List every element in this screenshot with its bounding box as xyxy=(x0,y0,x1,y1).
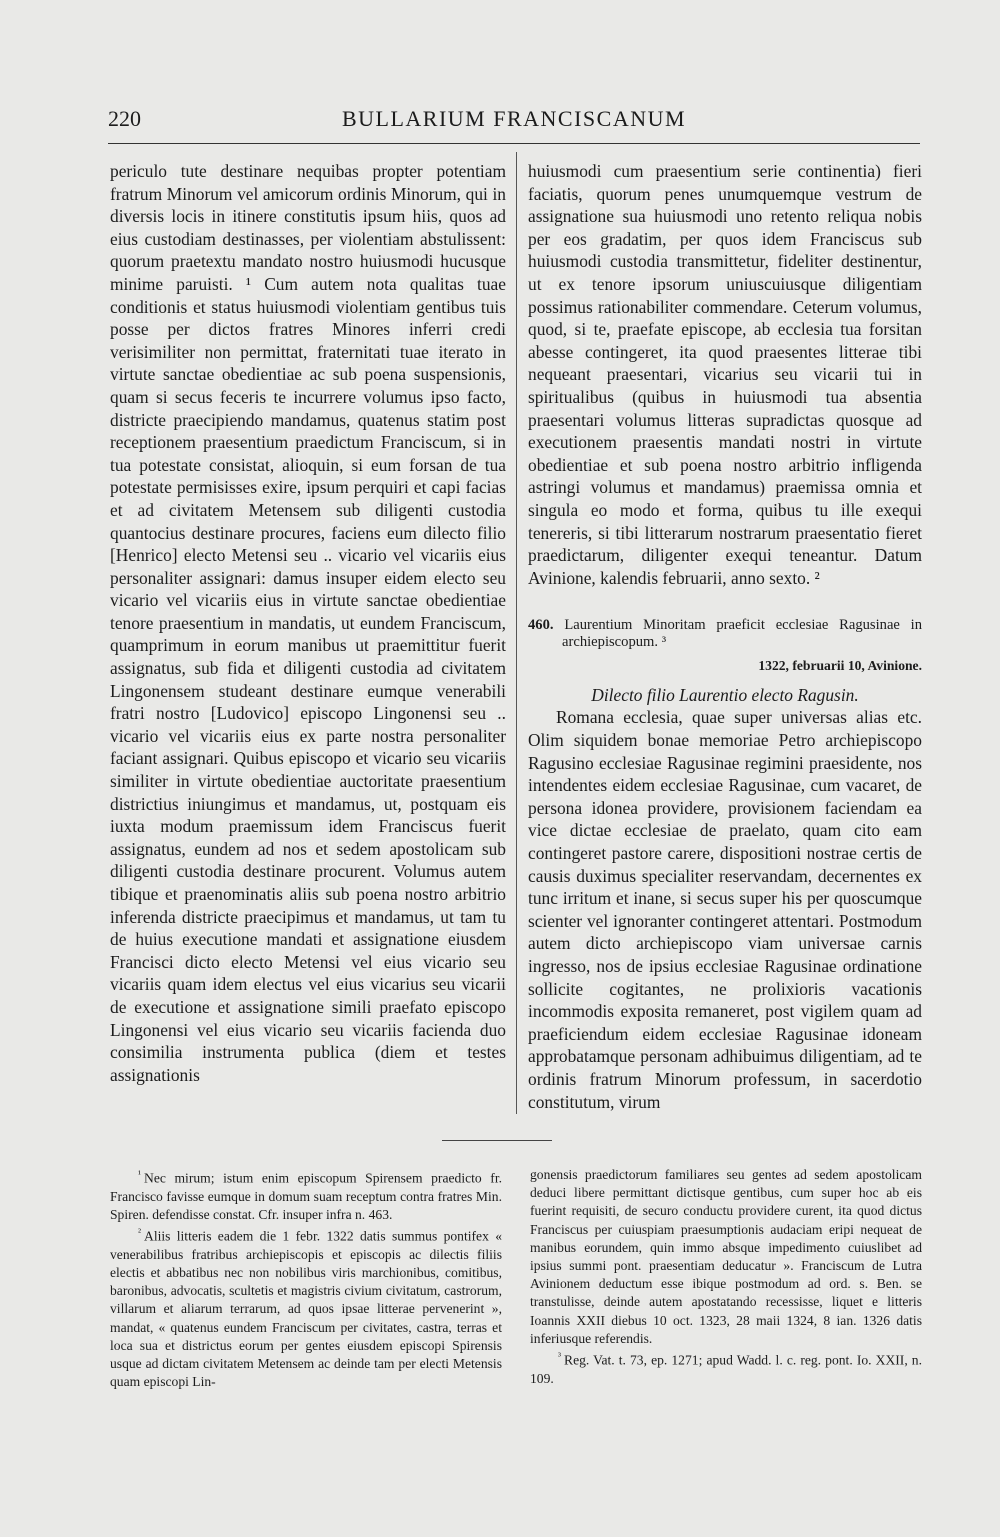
footnote-mark: ³ xyxy=(558,1351,561,1363)
right-column xyxy=(528,160,922,1113)
entry-body: Romana ecclesia, quae super universas alias etc. Olim siquidem bonae memoriae Petro archiepiscopo Ragusino ecclesiae Ragusinae regimini praesidente, nos intendentes eidem ecclesiae Ragusinae, cum vacaret, de persona idonea providere, provisionem faciendam ea vice dictae ecclesiae de praelato, quam cito eam contingeret pastore carere, dispositioni nostrae certis de causis duximus specialiter reservandam, decernentes ex tunc irritum et inane, si secus super his per quoscumque scienter vel ignoranter contingeret attentari. Postmodum autem dicto archiepiscopo viam universae carnis ingresso, nos de ipsius ecclesiae Ragusinae ordinatione sollicite cogitantes, ne prolixioris vacationis incommodis exposita remaneret, post vigilem quam ad praeficiendum eidem ecclesiae Ragusinae idoneam approbatamque personam adhibuimus diligentiam, ad te ordinis fratrum Minorum professum, in sacerdotio constitutum, virum xyxy=(528,707,922,1112)
footnote-1 xyxy=(110,1166,502,1224)
entry-date: 1322, februarii 10, Avinione. xyxy=(758,658,922,674)
footnotes-left xyxy=(110,1166,502,1392)
column-divider xyxy=(516,152,517,1114)
left-column xyxy=(110,160,506,1086)
entry-addressee: Dilecto filio Laurentio electo Ragusin. xyxy=(591,684,859,705)
footnote-text: Reg. Vat. t. 73, ep. 1271; apud Wadd. l. c. reg. pont. Io. XXII, n. 109. xyxy=(530,1352,922,1386)
entry-number: 460. xyxy=(528,617,554,634)
page-header xyxy=(108,106,920,140)
footnote-text: gonensis praedictorum familiares seu gentes ad sedem apostolicam deduci libere permittant dictisque gentibus, cum super hoc ab eis fuerint requisiti, de securo conductu providere curent, ita quod dictus Franciscus per cuiuspiam praesumptionis audaciam eripi nequeat de manibus eorundem, quin immo absque impedimento cuiuslibet ad ipsius summi pont. praesentiam deducatur ». Franciscum de Lutra Avinionem deductum esse ibique postmodum ad ord. s. Ben. se transtulisse, deinde autem apostatando recessisse, liquet e litteris Ioannis XXII diebus 10 oct. 1323, 28 maii 1324, 8 ian. 1326 datis inferiusque referendis. xyxy=(530,1167,922,1346)
header-rule xyxy=(108,143,920,144)
continuation-text: huiusmodi cum praesentium serie continentia) fieri faciatis, quorum penes unumquemque vestrum de assignatione sua huiusmodi uno retento reliqua nobis per eos gradatim, per quos idem Franciscus sub huiusmodi custodia transmittetur, fideliter destinentur, ut ex tenore ipsorum uniuscuiusque diligentiam possimus rationabiliter commendare. Ceterum volumus, quod, si te, praefate episcope, ab ecclesia tua forsitan abesse contingeret, ita quod praesentes litterae tibi nequeant praesentari, vicarius seu vicarii tui in spiritualibus (quibus in huiusmodi tua absentia praesentari volumus litteras supradictas quosque ad executionem praesentis mandati nostri in virtute obedientiae et sub poena nostro arbitrio infligenda astringi volumus et mandamus) praemissa omnia et singula eo modo et forma, quibus tu ille exequi tenereris, si tibi litterarum nostrarum praesentatio fieret praedictarum, diligenter exequi teneantur. Datum Avinione, kalendis februarii, anno sexto. ² xyxy=(528,161,922,588)
footnote-2 xyxy=(110,1224,502,1391)
entry-summary: Laurentium Minoritam praeficit ecclesiae Ragusinae in archiepiscopum. ³ xyxy=(562,617,922,651)
footnotes-right xyxy=(530,1166,922,1388)
footnote-2-continued xyxy=(530,1166,922,1348)
footnote-text: Nec mirum; istum enim episcopum Spirensem praedicto fr. Francisco favisse eumque in domum suam receptum contra fratres Min. Spiren. defendisse constat. Cfr. insuper infra n. 463. xyxy=(110,1170,502,1222)
footnote-mark: ¹ xyxy=(138,1169,141,1180)
page-number: 220 xyxy=(108,106,141,131)
running-title: BULLARIUM FRANCISCANUM xyxy=(341,106,687,131)
entry-heading xyxy=(528,617,922,651)
footnote-3 xyxy=(530,1348,922,1388)
footnote-text: Aliis litteris eadem die 1 febr. 1322 datis summus pontifex « venerabilibus fratribus archiepiscopis et episcopis ac dilectis filiis electis et abbatibus nec non nobilibus viris marchionibus, comitibus, baronibus, advocatis, scultetis et magistris civium civitatum, castrorum, villarum et aliarum terrarum, ad quos ipsae litterae pervenerint », mandat, « quatenus eundem Franciscum per civitates, castra, terras et loca sua et districtus eorum per gentes eiusdem episcopi Spirensis usque ad dictam civitatem Metensem ac deinde tam per electi Metensis quam episcopi Lin- xyxy=(110,1228,502,1390)
footnote-rule xyxy=(442,1140,552,1141)
footnote-mark: ² xyxy=(138,1227,141,1239)
left-column-text: periculo tute destinare nequibas propter potentiam fratrum Minorum vel amicorum ordinis Minorum, qui in diversis locis in itinere constitutis ipsum hiis, quos ad eius custodiam destinasses, per violentiam abstulissent: quorum praetextu mandato nostro huiusmodi hucusque minime paruisti. ¹ Cum autem nota qualitas tuae conditionis et status huiusmodi violentiam gentibus tuis posse per dictos fratres Minores inferri credi verisimiliter non permittat, fraternitati tuae iterato in virtute sanctae obedientiae ac sub poena suspensionis, quam si secus feceris te incurrere volumus ipso facto, districte praecipiendo mandamus, quatenus statim post receptionem praesentium praedictum Franciscum, si in tua potestate consistat, alioquin, si eum forsan de tua potestate permisisses exire, ipsum perquiri et capi facias et ad civitatem Metensem sub diligenti custodia quantocius destinare procures, faciens eum dilecto filio [Henrico] electo Metensi seu .. vicario vel vicariis eius personaliter assignari: damus insuper eidem electo seu vicario vel vicariis eius in virtute sanctae obedientiae tenore praesentium in mandatis, ut eundem Franciscum, quamprimum in eorum manibus ut praemittitur fuerit assignatus, sub fida et diligenti custodia ad civitatem Lingonensem studeant destinare eumque venerabili fratri nostro [Ludovico] episcopo Lingonensi seu .. vicario vel vicariis eius ex parte nostra personaliter faciant assignari. Quibus episcopo et vicario seu vicariis similiter in virtute obedientiae auctoritate praesentium districtius iniungimus et mandamus, ut, postquam eis iuxta modum praemissum idem Franciscus fuerit assignatus, eundem ad nos et sedem apostolicam sub diligenti custodia destinare procurent. Volumus autem tibique et praenominatis aliis sub poena nostro arbitrio inferenda districte praecipimus et mandamus, ut tam tu de huius executione mandati et assignatione eiusdem Francisci dicto electo Metensi vel eius vicario seu vicariis quam idem electus vel eius vicarius seu vicarii de executione et assignatione simili praefato episcopo Lingonensi vel eius vicario seu vicariis facienda duo consimilia instrumenta publica (diem et testes assignationis xyxy=(110,161,506,1085)
